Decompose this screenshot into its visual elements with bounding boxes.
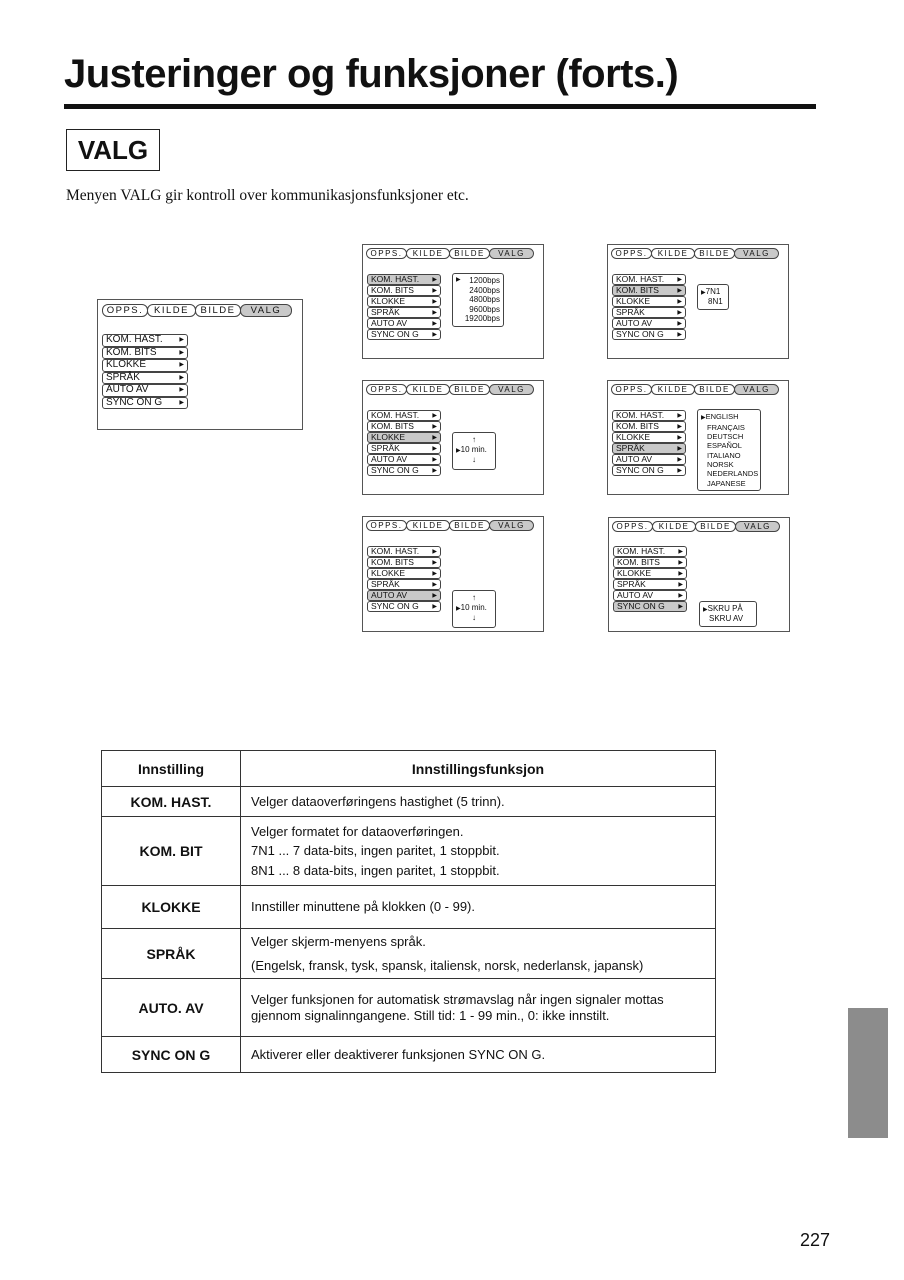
menu-item-klokke[interactable]: KLOKKE ▶ [367, 432, 441, 443]
language-option[interactable]: DEUTSCH [707, 431, 744, 441]
menu-item-klokke[interactable]: KLOKKE ▶ [612, 432, 686, 443]
tab-kilde[interactable]: KILDE [651, 384, 695, 395]
table-row [102, 929, 716, 979]
column-header-function: Innstillingsfunksjon [241, 751, 716, 787]
bits-option[interactable]: ▶7N1 [701, 287, 721, 296]
tab-valg[interactable]: VALG [734, 248, 779, 259]
tab-valg[interactable]: VALG [489, 384, 534, 395]
osd-menu [102, 334, 188, 409]
setting-description: Aktiverer eller deaktiverer funksjonen SYNC ON G. [241, 1037, 716, 1073]
menu-item-kom-bits[interactable]: KOM. BITS ▶ [367, 421, 441, 432]
auto-off-timer[interactable] [452, 590, 496, 628]
menu-item-kom-bits[interactable]: KOM. BITS ▶ [612, 421, 686, 432]
table-row [102, 1037, 716, 1073]
menu-item-kom-hast[interactable]: KOM. HAST. ▶ [612, 274, 686, 285]
menu-item-auto-av[interactable]: AUTO AV ▶ [102, 384, 188, 397]
menu-item-kom-hast[interactable]: KOM. HAST. ▶ [102, 334, 188, 347]
speed-option[interactable]: 4800bps [469, 295, 500, 305]
tab-opps[interactable]: OPPS. [612, 521, 653, 532]
menu-item-sync-on-g[interactable]: SYNC ON G ▶ [613, 601, 687, 612]
osd-tabs [611, 384, 778, 395]
bits-submenu [697, 284, 729, 310]
tab-opps[interactable]: OPPS. [366, 520, 407, 531]
tab-bilde[interactable]: BILDE [195, 304, 241, 317]
setting-name: AUTO. AV [102, 979, 241, 1037]
setting-name: SYNC ON G [102, 1037, 241, 1073]
speed-option[interactable]: ▶ 1200bps [456, 276, 500, 285]
menu-item-sprak[interactable]: SPRÅK ▶ [102, 372, 188, 385]
osd-screen-language [607, 380, 789, 495]
menu-item-klokke[interactable]: KLOKKE ▶ [613, 568, 687, 579]
tab-valg[interactable]: VALG [240, 304, 292, 317]
tab-kilde[interactable]: KILDE [652, 521, 696, 532]
menu-item-kom-hast[interactable]: KOM. HAST. ▶ [612, 410, 686, 421]
column-header-setting: Innstilling [102, 751, 241, 787]
osd-screen-clock [362, 380, 544, 495]
tab-opps[interactable]: OPPS. [611, 248, 652, 259]
osd-menu [367, 410, 441, 476]
osd-menu [613, 546, 687, 612]
speed-option[interactable]: 2400bps [469, 285, 500, 295]
menu-item-auto-av[interactable]: AUTO AV ▶ [367, 590, 441, 601]
intro-text: Menyen VALG gir kontroll over kommunikasjonsfunksjoner etc. [66, 187, 469, 204]
setting-name: KOM. BIT [102, 817, 241, 886]
setting-name: KLOKKE [102, 886, 241, 929]
tab-valg[interactable]: VALG [489, 520, 534, 531]
osd-tabs [611, 248, 778, 259]
setting-description: Velger skjerm-menyens språk. (Engelsk, fransk, tysk, spansk, italiensk, norsk, nederlansk, japansk) [241, 929, 716, 979]
language-option[interactable]: ▶ENGLISH [701, 412, 739, 421]
table-row [102, 979, 716, 1037]
section-label: VALG [66, 129, 160, 171]
osd-tabs [366, 384, 533, 395]
menu-item-kom-bits[interactable]: KOM. BITS ▶ [367, 285, 441, 296]
setting-name: SPRÅK [102, 929, 241, 979]
osd-menu [612, 274, 686, 340]
osd-screen-main [97, 299, 303, 430]
menu-item-kom-hast[interactable]: KOM. HAST. ▶ [367, 274, 441, 285]
setting-description: Velger formatet for dataoverføringen. 7N1 ... 7 data-bits, ingen paritet, 1 stoppbit. 8N1 ... 8 data-bits, ingen paritet, 1 stoppbit. [241, 817, 716, 886]
pointer-icon: ▶ [456, 605, 461, 612]
down-arrow-icon[interactable]: ↓ [472, 454, 476, 464]
sync-option[interactable]: SKRU AV [709, 614, 744, 624]
speed-option[interactable]: 9600bps [469, 304, 500, 314]
osd-screen-sync [608, 517, 790, 632]
clock-timer[interactable] [452, 432, 496, 470]
menu-item-kom-hast[interactable]: KOM. HAST. ▶ [613, 546, 687, 557]
pointer-icon: ▶ [456, 447, 461, 454]
tab-kilde[interactable]: KILDE [406, 520, 450, 531]
menu-item-sprak[interactable]: SPRÅK ▶ [613, 579, 687, 590]
menu-item-auto-av[interactable]: AUTO AV ▶ [612, 318, 686, 329]
tab-valg[interactable]: VALG [734, 384, 779, 395]
tab-kilde[interactable]: KILDE [406, 248, 450, 259]
tab-bilde[interactable]: BILDE [694, 384, 735, 395]
menu-item-sprak[interactable]: SPRÅK ▶ [367, 579, 441, 590]
menu-item-kom-bits[interactable]: KOM. BITS ▶ [102, 347, 188, 360]
osd-tabs [612, 521, 779, 532]
table-row [102, 886, 716, 929]
language-option[interactable]: ITALIANO [707, 450, 741, 460]
tab-bilde[interactable]: BILDE [694, 248, 735, 259]
tab-bilde[interactable]: BILDE [449, 248, 490, 259]
title-rule [64, 104, 816, 109]
tab-valg[interactable]: VALG [735, 521, 780, 532]
osd-screen-speed [362, 244, 544, 359]
setting-name: KOM. HAST. [102, 787, 241, 817]
menu-item-auto-av[interactable]: AUTO AV ▶ [612, 454, 686, 465]
osd-menu [612, 410, 686, 476]
menu-item-sync-on-g[interactable]: SYNC ON G ▶ [367, 601, 441, 612]
osd-tabs [366, 248, 533, 259]
osd-tabs [366, 520, 533, 531]
menu-item-sync-on-g[interactable]: SYNC ON G ▶ [612, 465, 686, 476]
menu-item-kom-bits[interactable]: KOM. BITS ▶ [613, 557, 687, 568]
settings-table [101, 750, 716, 1073]
sync-submenu [699, 601, 757, 627]
menu-item-klokke[interactable]: KLOKKE ▶ [612, 296, 686, 307]
menu-item-klokke[interactable]: KLOKKE ▶ [367, 296, 441, 307]
tab-kilde[interactable]: KILDE [406, 384, 450, 395]
language-option[interactable]: JAPANESE [707, 478, 746, 488]
menu-item-kom-bits[interactable]: KOM. BITS ▶ [367, 557, 441, 568]
page-number: 227 [800, 1230, 831, 1250]
side-tab [848, 1008, 888, 1138]
language-option[interactable]: NORSK [707, 460, 734, 469]
tab-bilde[interactable]: BILDE [449, 520, 490, 531]
bits-option[interactable]: 8N1 [708, 297, 723, 307]
up-arrow-icon[interactable]: ↑ [472, 435, 476, 444]
menu-item-auto-av[interactable]: AUTO AV ▶ [613, 590, 687, 601]
tab-opps[interactable]: OPPS. [366, 248, 407, 259]
menu-item-klokke[interactable]: KLOKKE ▶ [367, 568, 441, 579]
table-row [102, 787, 716, 817]
osd-menu [367, 274, 441, 340]
setting-description: Innstiller minuttene på klokken (0 - 99). [241, 886, 716, 929]
menu-item-sync-on-g[interactable]: SYNC ON G ▶ [367, 465, 441, 476]
menu-item-kom-hast[interactable]: KOM. HAST. ▶ [367, 410, 441, 421]
menu-item-kom-hast[interactable]: KOM. HAST. ▶ [367, 546, 441, 557]
language-option[interactable]: FRANÇAIS [707, 422, 745, 432]
language-option[interactable]: NEDERLANDS [707, 469, 759, 479]
tab-kilde[interactable]: KILDE [651, 248, 695, 259]
menu-item-sprak[interactable]: SPRÅK ▶ [367, 307, 441, 318]
menu-item-sync-on-g[interactable]: SYNC ON G ▶ [612, 329, 686, 340]
menu-item-auto-av[interactable]: AUTO AV ▶ [367, 454, 441, 465]
table-header-row [102, 751, 716, 787]
tab-opps[interactable]: OPPS. [611, 384, 652, 395]
menu-item-klokke[interactable]: KLOKKE ▶ [102, 359, 188, 372]
up-arrow-icon[interactable]: ↑ [472, 593, 476, 602]
tab-bilde[interactable]: BILDE [695, 521, 736, 532]
speed-submenu [452, 273, 504, 327]
osd-screen-auto-off [362, 516, 544, 632]
menu-item-kom-bits[interactable]: KOM. BITS ▶ [612, 285, 686, 296]
osd-menu [367, 546, 441, 612]
tab-bilde[interactable]: BILDE [449, 384, 490, 395]
tab-opps[interactable]: OPPS. [102, 304, 148, 317]
osd-screen-bits [607, 244, 789, 359]
menu-item-sync-on-g[interactable]: SYNC ON G ▶ [367, 329, 441, 340]
table-row [102, 817, 716, 886]
page-title: Justeringer og funksjoner (forts.) [64, 52, 679, 96]
sync-option[interactable]: ▶SKRU PÅ [703, 604, 743, 613]
language-option[interactable]: ESPAÑOL [707, 441, 742, 451]
osd-tabs [102, 304, 291, 317]
language-submenu [697, 409, 761, 491]
timer-value: 10 min. [460, 444, 487, 454]
tab-kilde[interactable]: KILDE [147, 304, 196, 317]
tab-opps[interactable]: OPPS. [366, 384, 407, 395]
setting-description: Velger dataoverføringens hastighet (5 trinn). [241, 787, 716, 817]
tab-valg[interactable]: VALG [489, 248, 534, 259]
menu-item-auto-av[interactable]: AUTO AV ▶ [367, 318, 441, 329]
speed-option[interactable]: 19200bps [464, 314, 500, 324]
menu-item-sync-on-g[interactable]: SYNC ON G ▶ [102, 397, 188, 410]
menu-item-sprak[interactable]: SPRÅK ▶ [367, 443, 441, 454]
setting-description: Velger funksjonen for automatisk strømavslag når ingen signaler mottas gjennom signalinngangene. Still tid: 1 - 99 min., 0: ikke innstilt. [241, 979, 716, 1037]
down-arrow-icon[interactable]: ↓ [472, 612, 476, 622]
menu-item-sprak[interactable]: SPRÅK ▶ [612, 443, 686, 454]
timer-value: 10 min. [460, 602, 487, 612]
menu-item-sprak[interactable]: SPRÅK ▶ [612, 307, 686, 318]
